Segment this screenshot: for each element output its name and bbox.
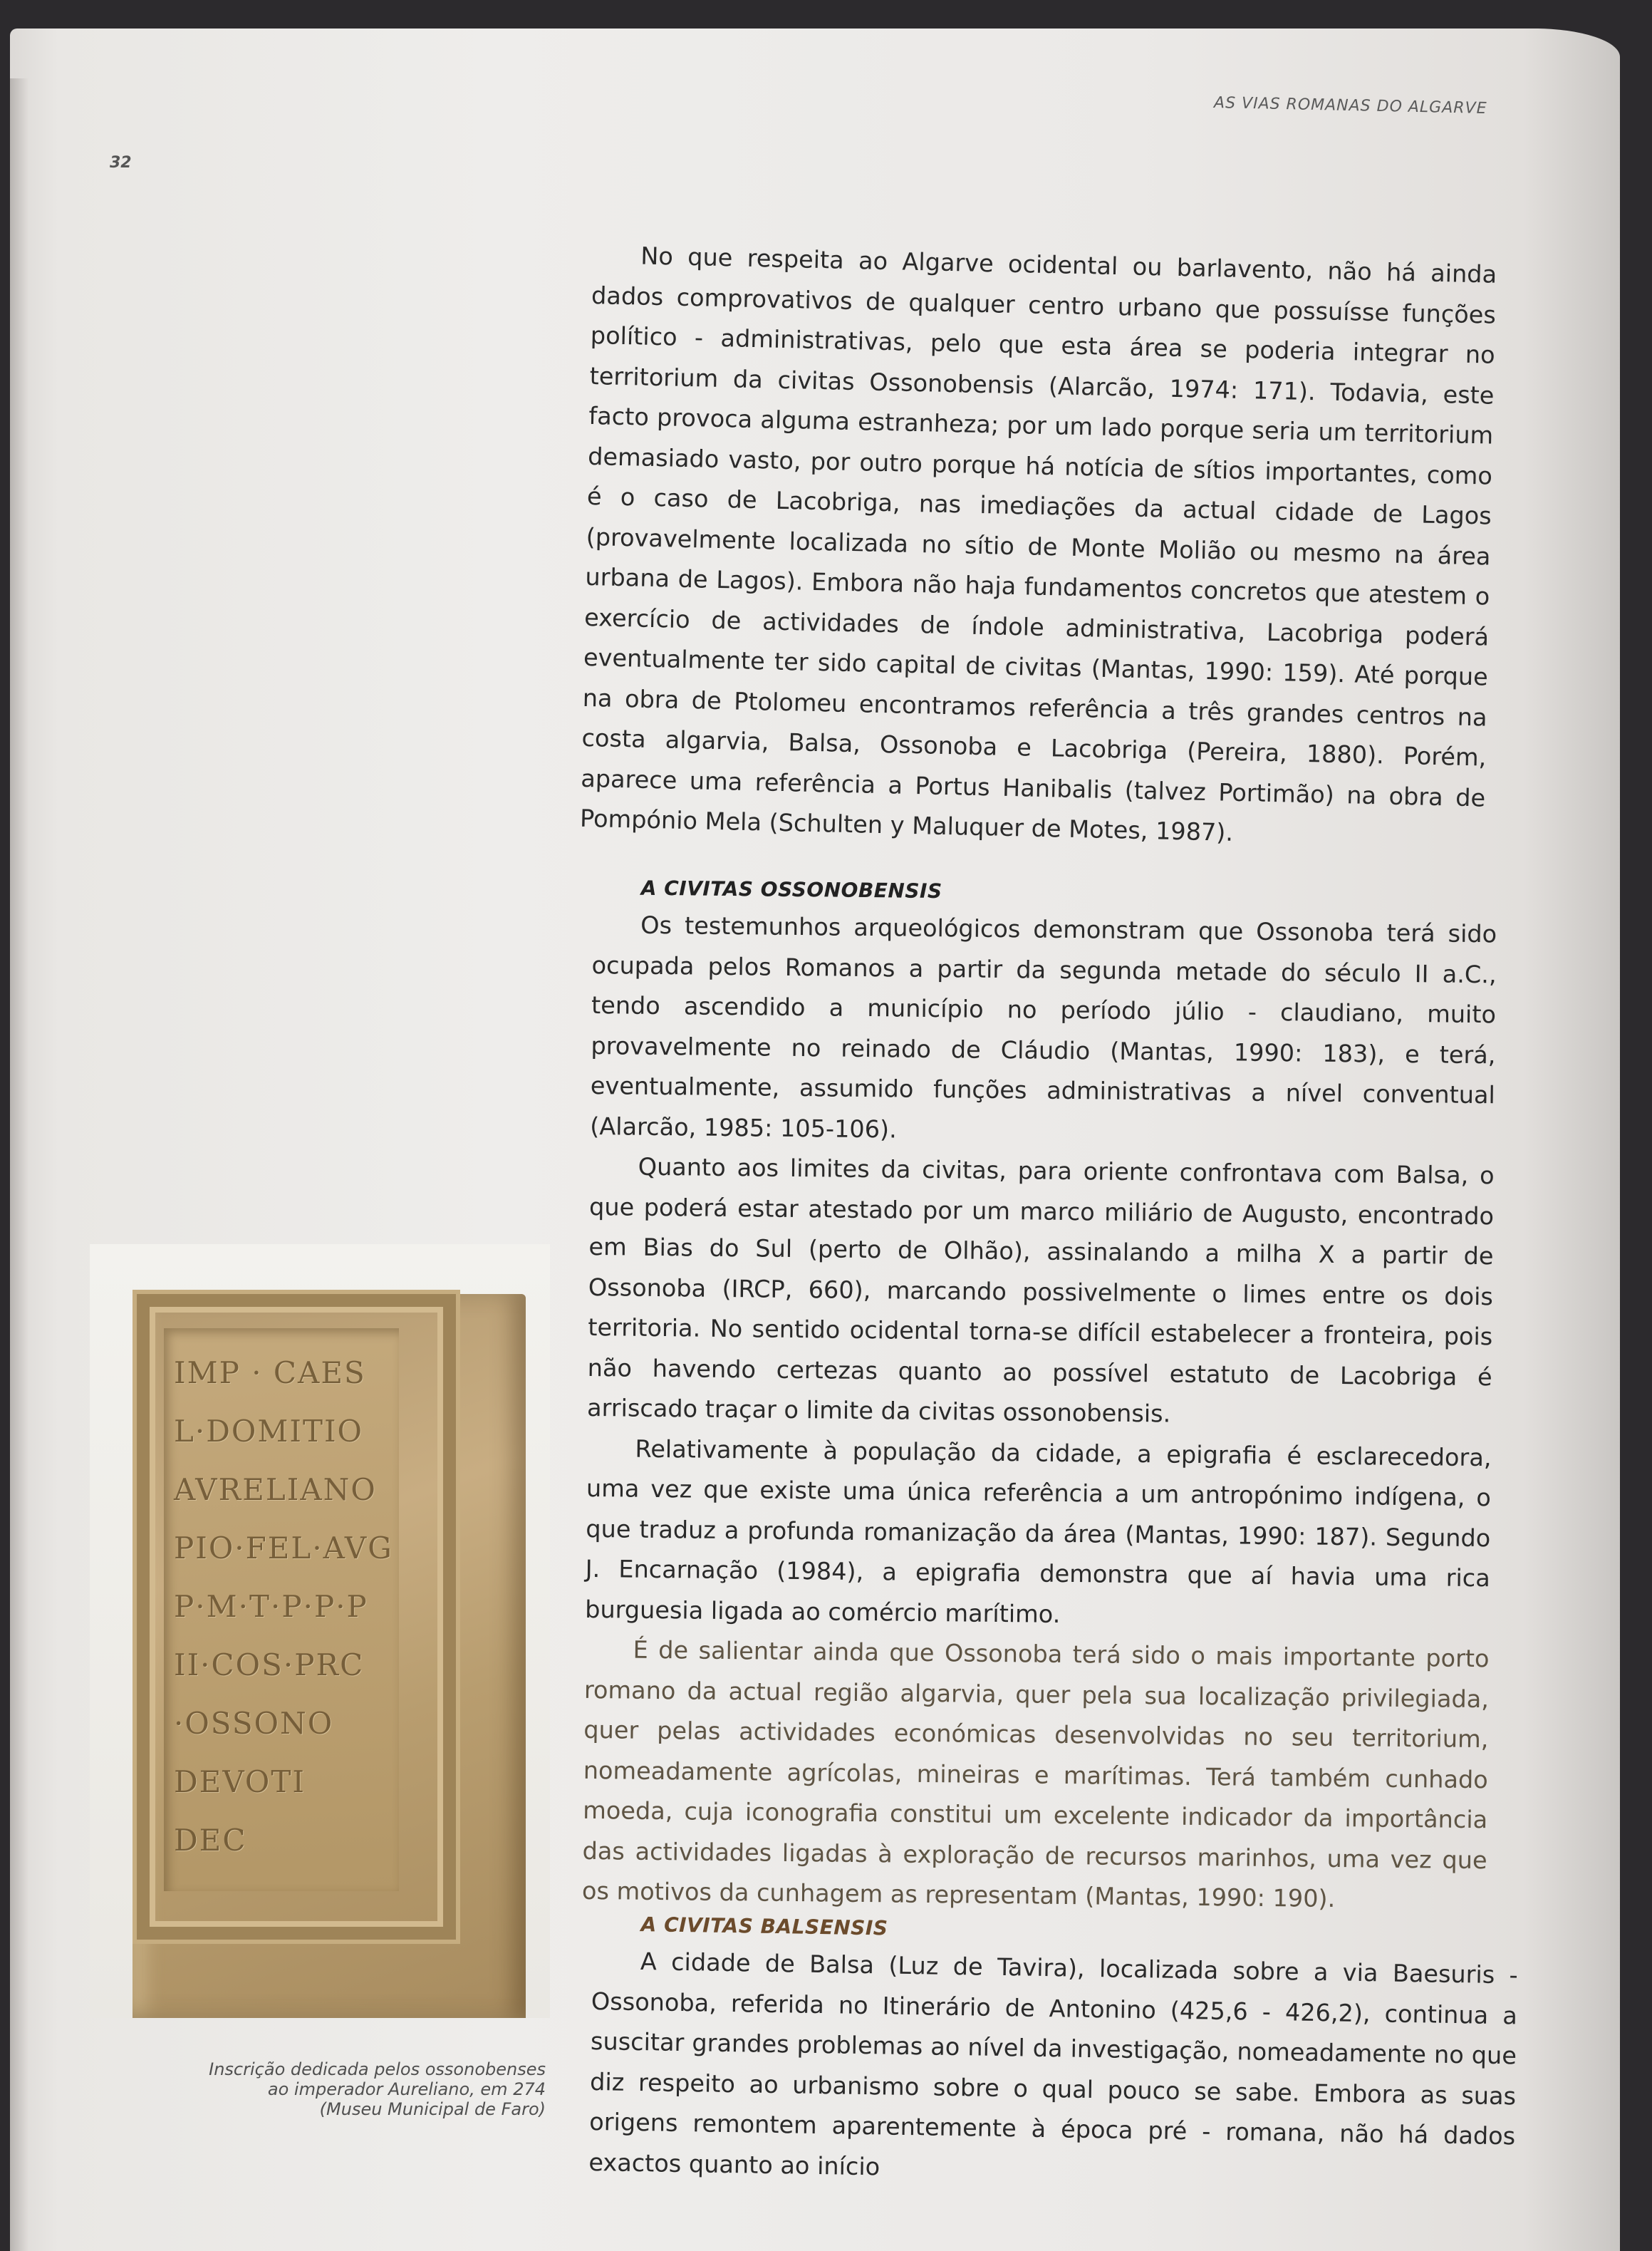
intro-paragraph: No que respeita ao Algarve ocidental ou barlavento, não há ainda dados comprovativos de qualquer centro urbano que possuísse funções político - administrativas, pelo que esta área se poderia integrar no territorium da civitas Ossonobensis (Alarcão, 1974: 171). Todavia, este facto provoca alguma estranheza; por um lado porque seria um territorium demasiado vasto, por outro porque há notícia de sítios importantes, como é o caso de Lacobriga, nas imediações da actual cidade de Lagos (provavelmente localizada no sítio de Monte Molião ou mesmo na área urbana de Lagos). Embora não haja fundamentos concretos que atestem o exercício de actividades de índole administrativa, Lacobriga poderá eventualmente ter sido capital de civitas (Mantas, 1990: 159). Até porque na obra de Ptolomeu encontramos referência a três grandes centros na costa algarvia, Balsa, Ossonoba e Lacobriga (Pereira, 1880). Porém, aparece uma referência a Portus Hanibalis (talvez Portimão) na obra de Pompónio Mela (Schulten y Maluquer de Motes, 1987). (579, 242, 1497, 847)
page-number: 32 (110, 154, 132, 172)
intro-block (580, 235, 1497, 859)
section-heading-balsensis: A CIVITAS BALSENSIS (640, 1913, 888, 1940)
caption-line-2: ao imperador Aureliano, em 274 (267, 2079, 546, 2099)
section-balsensis (588, 1910, 1519, 2197)
caption-line-1: Inscrição dedicada pelos ossonobenses (209, 2059, 546, 2079)
ossonobensis-paragraph-2: Quanto aos limites da civitas, para oriente confrontava com Balsa, o que poderá estar atestado por um marco miliário de Augusto, encontrado em Bias do Sul (perto de Olhão), assinalando a milha X a partir de Ossonoba (IRCP, 660), marcando possivelmente o limes entre os dois territoria. No sentido ocidental torna-se difícil estabelecer a fronteira, pois não havendo certezas quanto ao possível estatuto de Lacobriga é arriscado traçar o limite da civitas ossonobensis. (586, 1152, 1495, 1428)
ossonobensis-paragraph-1: Os testemunhos arqueológicos demonstram que Ossonoba terá sido ocupada pelos Romanos a partir da segunda metade do século II a.C., tendo ascendido a município no período júlio - claudiano, muito provavelmente no reinado de Cláudio (Mantas, 1990: 183), e terá, eventualmente, assumido funções administrativas a nível conventual (Alarcão, 1985: 105-106). (590, 911, 1497, 1143)
photo-caption (90, 2059, 546, 2119)
caption-line-3: (Museu Municipal de Faro) (319, 2099, 546, 2119)
book-page (10, 29, 1620, 2251)
book-spine (10, 78, 28, 2251)
section-ossonobensis (582, 874, 1497, 1921)
ossonobensis-paragraph-3: Relativamente à população da cidade, a epigrafia é esclarecedora, uma vez que existe uma única referência a um antropónimo indígena, o que traduz a profunda romanização da área (Mantas, 1990: 187). Segundo J. Encarnação (1984), a epigrafia demonstra que aí havia uma rica burguesia ligada ao comércio marítimo. (584, 1434, 1492, 1628)
running-title: AS VIAS ROMANAS DO ALGARVE (1213, 93, 1487, 118)
section-heading-ossonobensis: A CIVITAS OSSONOBENSIS (640, 876, 942, 904)
inscription-photo (90, 1244, 550, 2018)
stone-inscription: IMP · CAES L·DOMITIO AVRELIANO PIO·FEL·AVG P·M·T·P·P·P II·COS·PRC ·OSSONO DEVOTI DEC (174, 1355, 393, 1858)
balsensis-paragraph-1: A cidade de Balsa (Luz de Tavira), localizada sobre a via Baesuris - Ossonoba, referida no Itinerário de Antonino (425,6 - 426,2), continua a suscitar grandes problemas ao nível da investigação, nomeadamente no que diz respeito ao urbanismo sobre o qual pouco se sabe. Embora as suas origens remontem aparentemente à época pré - romana, não há dados exactos quanto ao início (588, 1947, 1519, 2180)
ossonobensis-paragraph-4: É de salientar ainda que Ossonoba terá sido o mais importante porto romano da actual região algarvia, quer pela sua localização privilegiada, quer pelas actividades económicas desenvolvidas no seu territorium, nomeadamente agrícolas, mineiras e marítimas. Terá também cunhado moeda, cuja iconografia constitui um excelente indicador da importância das actividades ligadas à exploração de recursos marinhos, uma vez que os motivos da cunhagem as representam (Mantas, 1990: 190). (581, 1635, 1490, 1913)
